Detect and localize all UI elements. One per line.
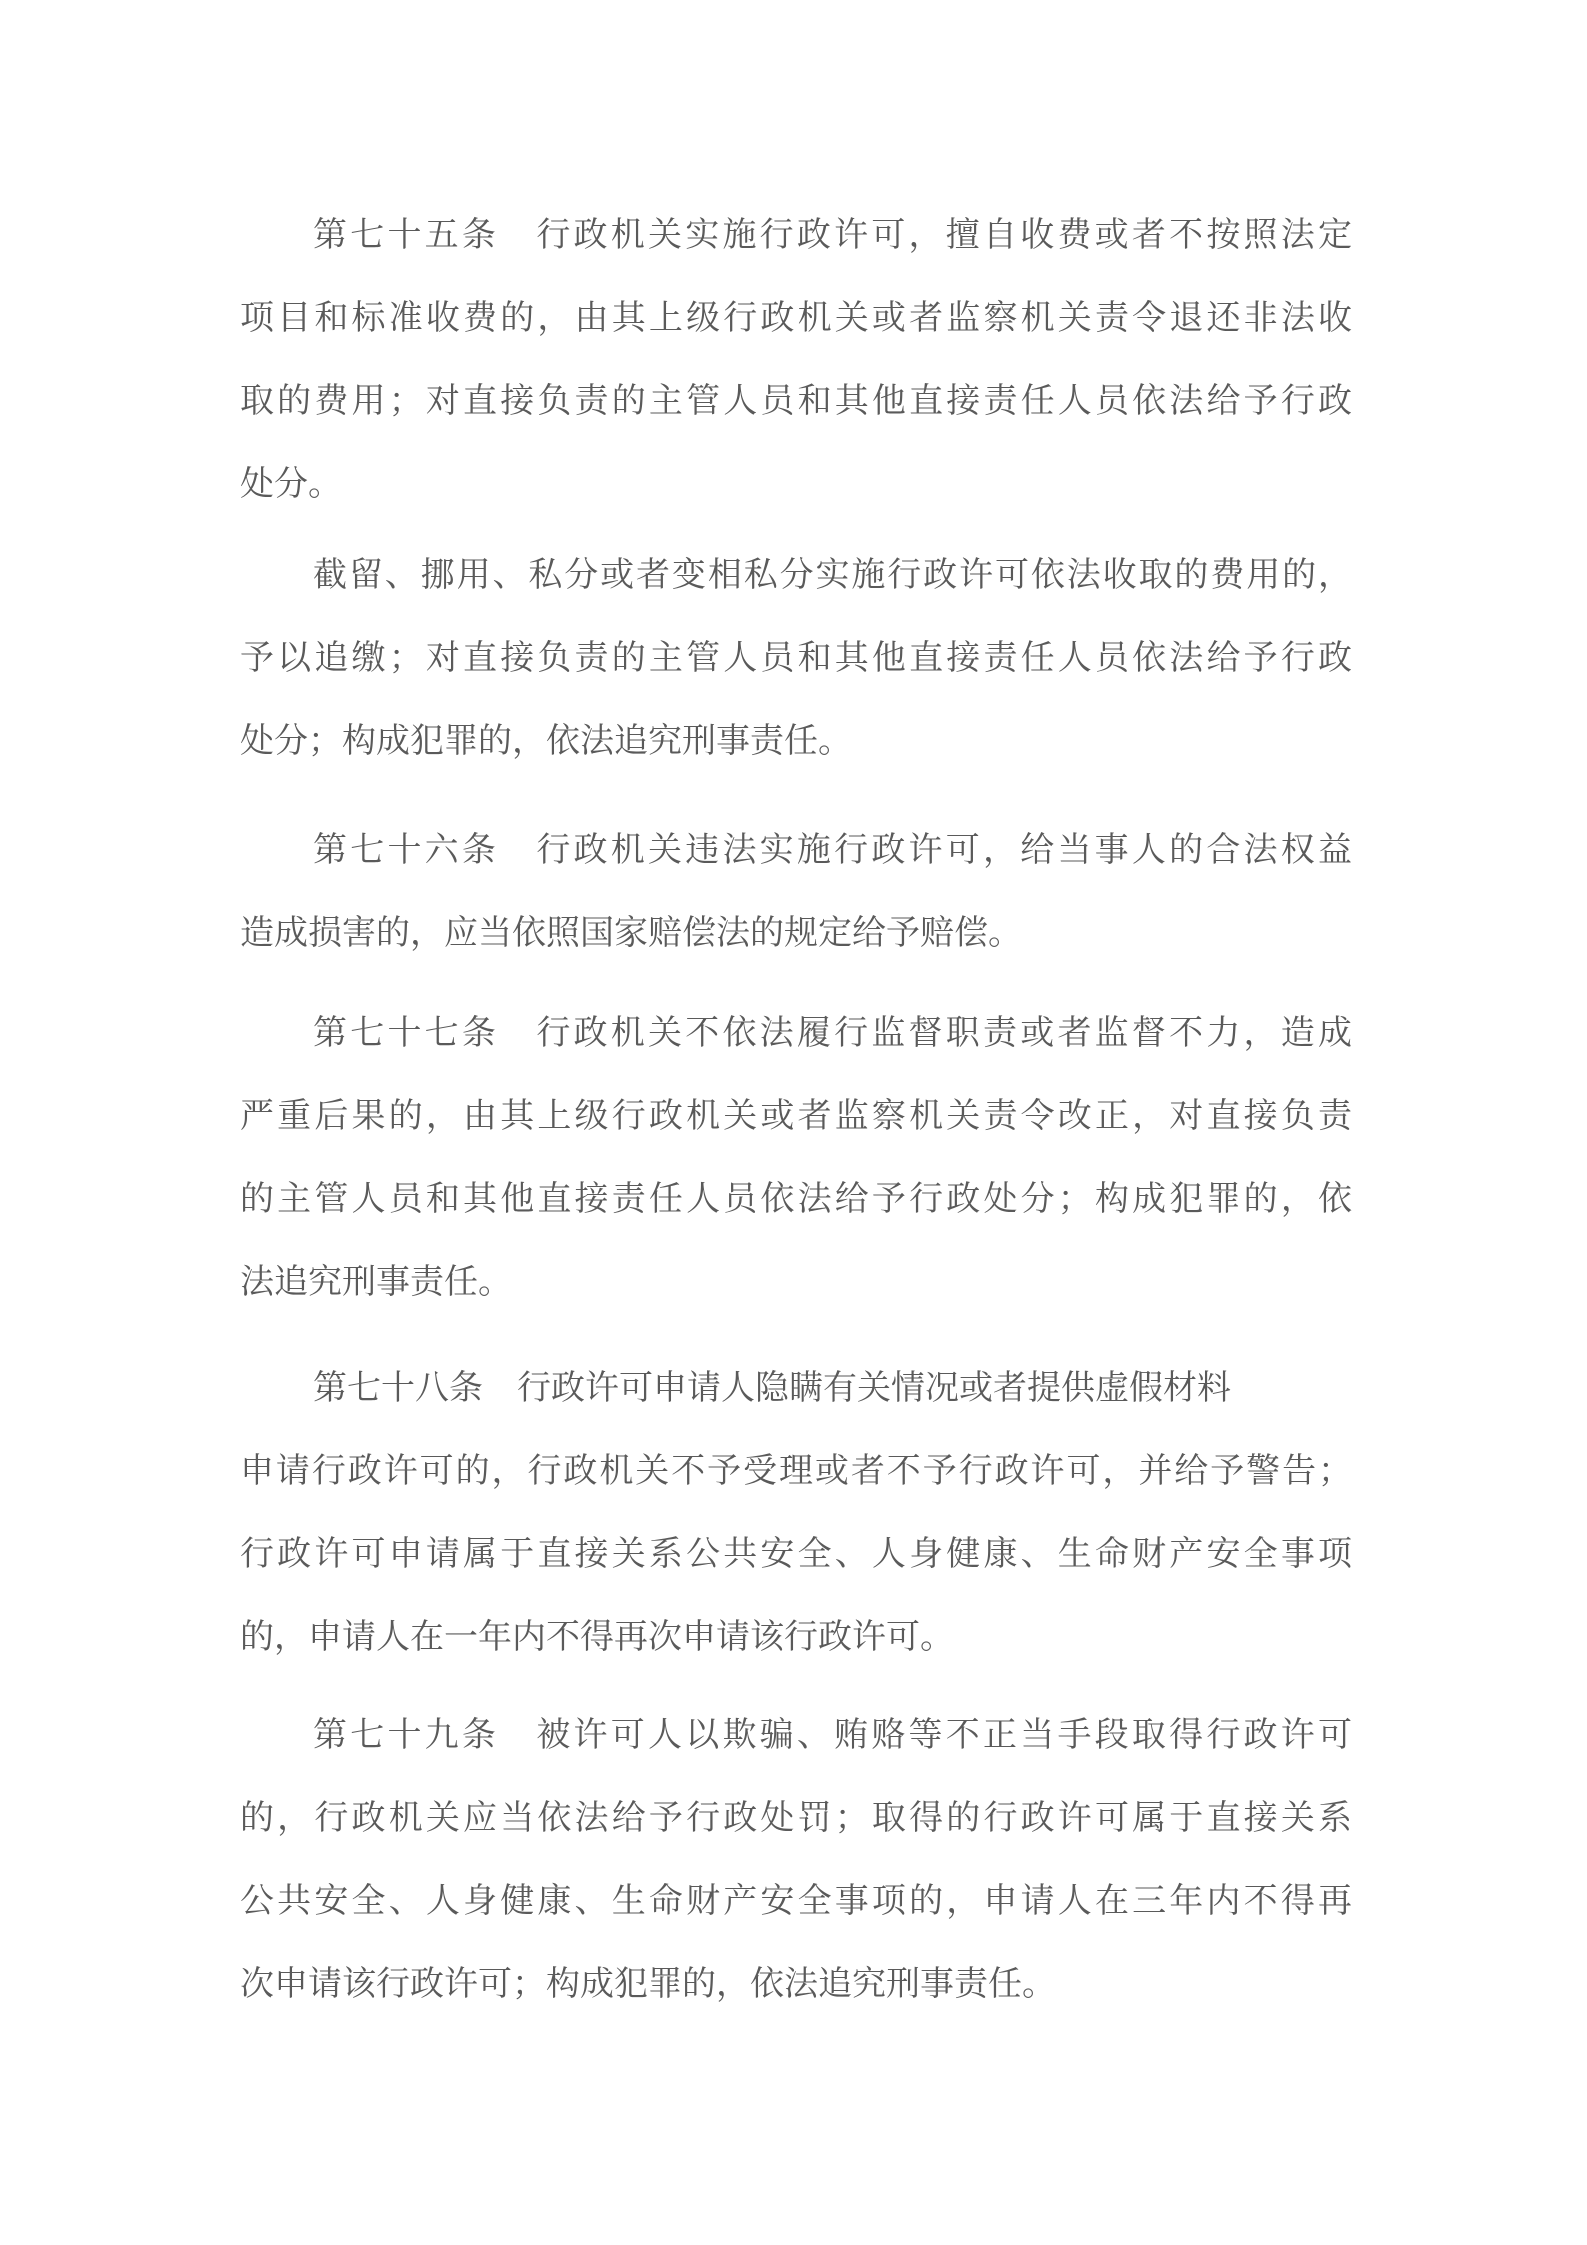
text-line: 申请行政许可的，行政机关不予受理或者不予行政许可，并给予警告； [240, 1451, 1352, 1491]
text-line: 项目和标准收费的，由其上级行政机关或者监察机关责令退还非法收 [240, 298, 1352, 338]
text-line: 第七十七条 行政机关不依法履行监督职责或者监督不力，造成 [313, 1013, 1352, 1053]
text-line: 次申请该行政许可；构成犯罪的，依法追究刑事责任。 [240, 1964, 1056, 2004]
text-line: 处分。 [240, 464, 342, 504]
text-line: 第七十九条 被许可人以欺骗、贿赂等不正当手段取得行政许可 [313, 1715, 1352, 1755]
text-line: 的，行政机关应当依法给予行政处罚；取得的行政许可属于直接关系 [240, 1798, 1352, 1838]
text-line: 截留、挪用、私分或者变相私分实施行政许可依法收取的费用的， [313, 555, 1352, 595]
text-line: 第七十八条 行政许可申请人隐瞒有关情况或者提供虚假材料 [313, 1368, 1231, 1408]
text-line: 行政许可申请属于直接关系公共安全、人身健康、生命财产安全事项 [240, 1534, 1352, 1574]
text-line: 予以追缴；对直接负责的主管人员和其他直接责任人员依法给予行政 [240, 638, 1352, 678]
text-line: 的，申请人在一年内不得再次申请该行政许可。 [240, 1617, 954, 1657]
text-line: 的主管人员和其他直接责任人员依法给予行政处分；构成犯罪的，依 [240, 1179, 1352, 1219]
text-line: 造成损害的，应当依照国家赔偿法的规定给予赔偿。 [240, 913, 1022, 953]
text-line: 法追究刑事责任。 [240, 1262, 512, 1302]
text-line: 第七十五条 行政机关实施行政许可，擅自收费或者不按照法定 [313, 215, 1352, 255]
text-line: 严重后果的，由其上级行政机关或者监察机关责令改正，对直接负责 [240, 1096, 1352, 1136]
text-line: 处分；构成犯罪的，依法追究刑事责任。 [240, 721, 852, 761]
text-line: 第七十六条 行政机关违法实施行政许可，给当事人的合法权益 [313, 830, 1352, 870]
text-line: 公共安全、人身健康、生命财产安全事项的，申请人在三年内不得再 [240, 1881, 1352, 1921]
text-line: 取的费用；对直接负责的主管人员和其他直接责任人员依法给予行政 [240, 381, 1352, 421]
